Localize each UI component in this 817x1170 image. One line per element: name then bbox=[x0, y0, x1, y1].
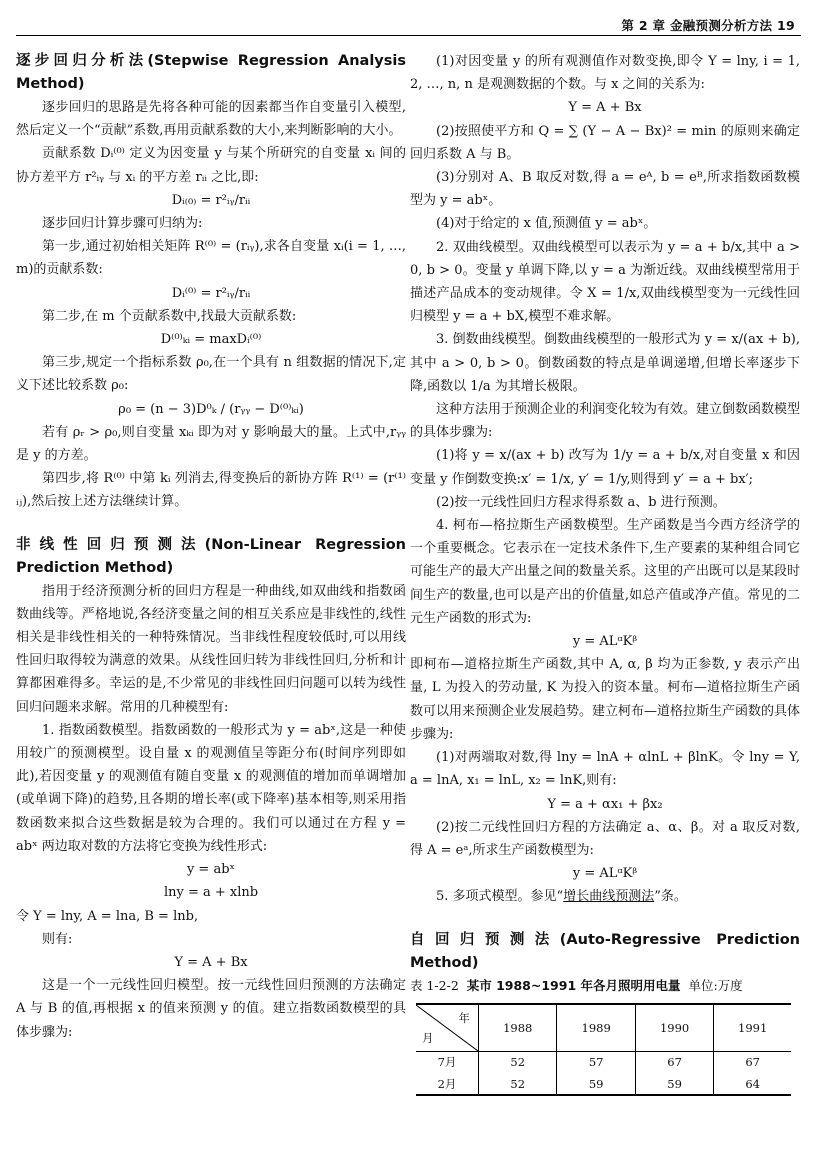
paragraph: (1)对因变量 y 的所有观测值作对数变换,即令 Y = lny, i = 1, 2, …, n, n 是观测数据的个数。与 x 之间的关系为: bbox=[410, 54, 800, 93]
paragraph: (2)按照使平方和 Q = ∑ (Y − A − Bx)² = min 的原则来确定回归系数 A 与 B。 bbox=[410, 123, 800, 162]
value-cell: 52 bbox=[479, 1051, 557, 1073]
year-header: 1990 bbox=[635, 1004, 713, 1052]
formula: y = ALᵅKᵝ bbox=[572, 634, 638, 650]
paragraph: (2)按一元线性回归方程求得系数 a、b 进行预测。 bbox=[436, 494, 726, 510]
year-header: 1988 bbox=[479, 1004, 557, 1052]
paragraph: (2)按二元线性回归方程的方法确定 a、α、β。对 a 取反对数,得 A = eᵃ,所求生产函数模型为: bbox=[410, 819, 800, 858]
entry-title-stepwise: 逐步回归分析法(Stepwise Regression Analysis Method) bbox=[16, 53, 406, 92]
cross-reference bbox=[410, 885, 800, 908]
formula: ρ₀ = (n − 3)D⁰ₖ / (rᵧᵧ − D⁽⁰⁾ₖᵢ) bbox=[118, 401, 304, 417]
paragraph: 2. 双曲线模型。双曲线模型可以表示为 y = a + b/x,其中 a > 0, b > 0。变量 y 单调下降,以 y = a 为渐近线。双曲线模型常用于描述产品成本的变动规律。令 X = 1/x,双曲线模型变为一元线性回归模型 y = a + bX,模型不难求解。 bbox=[410, 239, 800, 325]
paragraph: 3. 倒数曲线模型。倒数曲线模型的一般形式为 y = x/(ax + b),其中 a > 0, b > 0。倒数函数的特点是单调递增,但增长率逐步下降,函数以 1/a 为其增长极限。 bbox=[410, 332, 800, 394]
corner-year-label: 年 bbox=[458, 1010, 470, 1025]
paragraph: 第二步,在 m 个贡献系数中,找最大贡献系数: bbox=[42, 308, 297, 324]
value-cell: 59 bbox=[557, 1073, 635, 1095]
table-row bbox=[416, 1073, 791, 1095]
year-header: 1989 bbox=[557, 1004, 635, 1052]
value-cell: 67 bbox=[635, 1051, 713, 1073]
formula: Y = a + αx₁ + βx₂ bbox=[547, 796, 663, 812]
entry-title-nonlinear: 非线性回归预测法(Non-Linear Regression Prediction Method) bbox=[16, 536, 406, 576]
paragraph: 第一步,通过初始相关矩阵 R⁽⁰⁾ = (rᵢᵧ),求各自变量 xᵢ(i = 1, …, m)的贡献系数: bbox=[16, 239, 406, 278]
ref-prefix: 5. 多项式模型。参见“ bbox=[436, 889, 564, 905]
paragraph: 逐步回归计算步骤可归纳为: bbox=[42, 216, 203, 232]
paragraph: 指用于经济预测分析的回归方程是一种曲线,如双曲线和指数函数曲线等。严格地说,各经济变量之间的相互关系应是非线性的,线性相关是非线性相关的一种特殊情况。当非线性程度较低时,可以用线性回归取得较为满意的效果。从线性回归转为非线性回归,分析和计算都困难得多。幸运的是,不少常见的非线性回归问题可以转为线性回归问题来求解。常用的几种模型有: bbox=[16, 583, 406, 715]
year-header: 1991 bbox=[714, 1004, 791, 1052]
table-row bbox=[416, 1051, 791, 1073]
table-unit: 单位:万度 bbox=[688, 977, 743, 993]
ref-suffix: ”条。 bbox=[654, 889, 687, 905]
header-text: 第 2 章 金融预测分析方法 19 bbox=[621, 18, 795, 33]
paragraph: (3)分别对 A、B 取反对数,得 a = eᴬ, b = eᴮ,所求指数函数模型为 y = abˣ。 bbox=[410, 170, 800, 209]
table-caption bbox=[410, 975, 800, 997]
paragraph: 第四步,将 R⁽⁰⁾ 中第 kᵢ 列消去,得变换后的新协方阵 R⁽¹⁾ = (r⁽¹⁾ᵢⱼ),然后按上述方法继续计算。 bbox=[16, 471, 406, 510]
formula: Y = A + Bx bbox=[568, 100, 642, 116]
value-cell: 57 bbox=[557, 1051, 635, 1073]
paragraph: (1)将 y = x/(ax + b) 改写为 1/y = a + b/x,对自变量 x 和因变量 y 作倒数变换:x′ = 1/x, y′ = 1/y,则得到 y′ = a + bx′; bbox=[410, 448, 800, 487]
formula: D⁽⁰⁾ₖᵢ = maxDᵢ⁽⁰⁾ bbox=[160, 332, 262, 348]
paragraph: 1. 指数函数模型。指数函数的一般形式为 y = abˣ,这是一种使用较广的预测模型。设自量 x 的观测值呈等距分布(时间序列即如此),若因变量 y 的观测值有随自变量 x 的观测值的增加而单调增加(或单调下降)的趋势,且各期的增长率(或下降率)基本相等,则采用指数函数来拟合这些数据是较为合理的。我们可以通过在方程 y = abˣ 两边取对数的方法将它变换为线性形式: bbox=[16, 722, 406, 854]
paragraph: 逐步回归的思路是先将各种可能的因素都当作自变量引入模型,然后定义一个“贡献”系数,再用贡献系数的大小,来判断影响的大小。 bbox=[16, 100, 406, 139]
right-column bbox=[410, 50, 800, 1096]
entry-title-autoregressive: 自回归预测法(Auto-Regressive Prediction Method) bbox=[410, 931, 800, 971]
electricity-table bbox=[416, 1003, 791, 1097]
paragraph: 则有: bbox=[42, 931, 73, 947]
formula: lny = a + xlnb bbox=[163, 885, 259, 901]
formula: Dᵢ⁽⁰⁾ = r²ᵢᵧ/rᵢᵢ bbox=[171, 285, 251, 301]
paragraph: 4. 柯布—格拉斯生产函数模型。生产函数是当今西方经济学的一个重要概念。它表示在一定技术条件下,生产要素的某种组合同它可能生产的最大产出量之间的数量关系。这里的产出既可以是某段时间生产的数量,也可以是产出的价值量,如总产值或净产值。常见的二元生产函数的形式为: bbox=[410, 518, 801, 626]
paragraph: 若有 ρᵣ > ρ₀,则自变量 xₖᵢ 即为对 y 影响最大的量。上式中,rᵧᵧ 是 y 的方差。 bbox=[16, 424, 406, 464]
paragraph: 令 Y = lny, A = lna, B = lnb, bbox=[16, 908, 199, 924]
corner-month-label: 月 bbox=[422, 1030, 434, 1045]
table-header-row bbox=[416, 1004, 791, 1052]
table-title: 某市 1988~1991 年各月照明用电量 bbox=[466, 977, 681, 993]
paragraph: 贡献系数 Dᵢ⁽⁰⁾ 定义为因变量 y 与某个所研究的自变量 xᵢ 间的协方差平方 r²ᵢᵧ 与 xᵢ 的平方差 rᵢᵢ 之比,即: bbox=[16, 146, 406, 185]
diagonal-header bbox=[416, 1005, 478, 1051]
paragraph: (1)对两端取对数,得 lny = lnA + αlnL + βlnK。令 lny = Y, a = lnA, x₁ = lnL, x₂ = lnK,则有: bbox=[410, 750, 800, 789]
left-column bbox=[16, 50, 406, 1044]
paragraph: 即柯布—道格拉斯生产函数,其中 A, α, β 均为正参数, y 表示产出量, L 为投入的劳动量, K 为投入的资本量。柯布—道格拉斯生产函数可以用来预测企业发展趋势。建立柯布—道格拉斯生产函数的具体步骤为: bbox=[410, 657, 801, 742]
month-cell: 2月 bbox=[416, 1073, 479, 1095]
table-corner-cell bbox=[416, 1004, 479, 1052]
paragraph: 这种方法用于预测企业的利润变化较为有效。建立倒数函数模型的具体步骤为: bbox=[410, 402, 801, 441]
value-cell: 64 bbox=[714, 1073, 791, 1095]
paragraph: (4)对于给定的 x 值,预测值 y = abˣ。 bbox=[436, 216, 657, 232]
value-cell: 67 bbox=[714, 1051, 791, 1073]
formula: Dᵢ₍₀₎ = r²ᵢᵧ/rᵢᵢ bbox=[171, 192, 251, 208]
table-number: 表 1-2-2 bbox=[410, 977, 459, 993]
formula: y = abˣ bbox=[186, 862, 236, 878]
formula: Y = A + Bx bbox=[174, 954, 248, 970]
formula: y = ALᵅKᵝ bbox=[572, 866, 638, 882]
cross-reference-link[interactable]: 增长曲线预测法 bbox=[563, 889, 655, 905]
value-cell: 52 bbox=[479, 1073, 557, 1095]
value-cell: 59 bbox=[635, 1073, 713, 1095]
paragraph: 这是一个一元线性回归模型。按一元线性回归预测的方法确定 A 与 B 的值,再根据 x 的值来预测 y 的值。建立指数函数模型的具体步骤为: bbox=[16, 978, 406, 1040]
page-header bbox=[16, 8, 801, 36]
month-cell: 7月 bbox=[437, 1055, 457, 1070]
paragraph: 第三步,规定一个指标系数 ρ₀,在一个具有 n 组数据的情况下,定义下述比较系数 ρ₀: bbox=[16, 355, 406, 394]
